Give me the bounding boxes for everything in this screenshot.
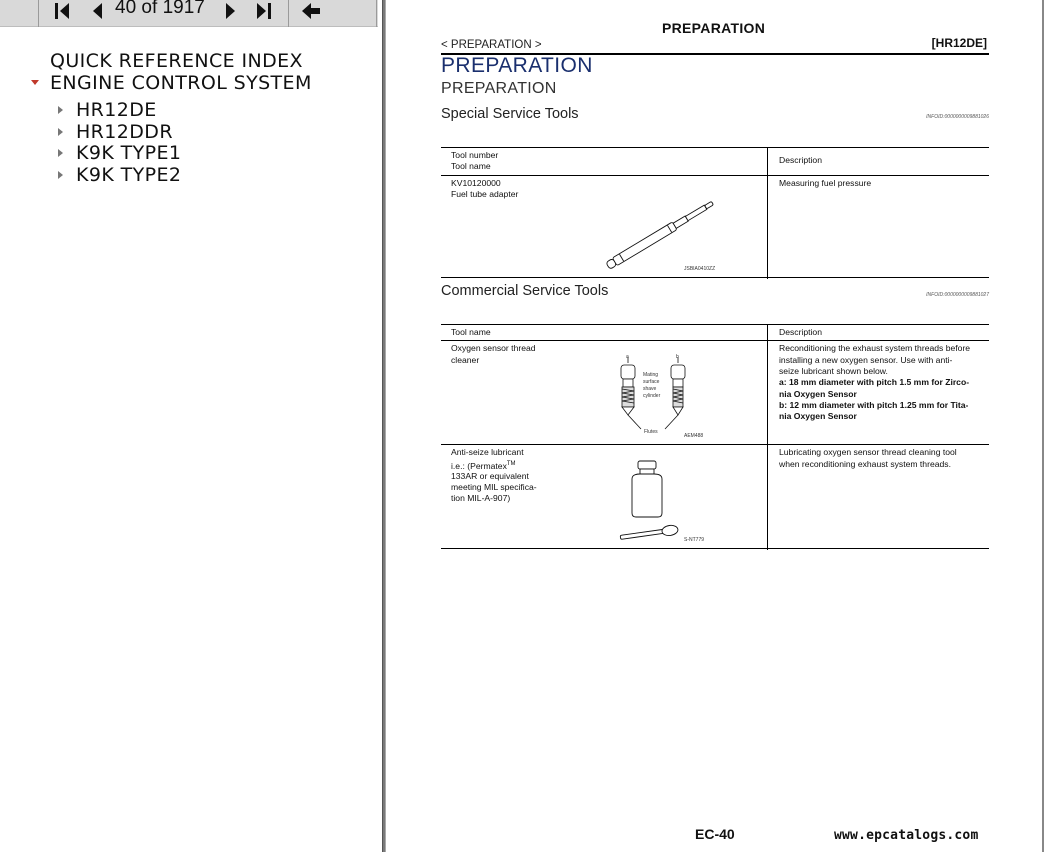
table-row-rule (441, 444, 989, 445)
collapsed-arrow-icon[interactable] (58, 128, 63, 136)
footer-page-number: EC-40 (695, 826, 735, 842)
toolbar-separator (38, 0, 39, 27)
toc-item-k9k-type1[interactable] (76, 142, 181, 164)
figure-code: AEM488 (684, 433, 704, 439)
toolbar-separator (288, 0, 289, 27)
engine-code: [HR12DE] (931, 36, 987, 50)
tool-name-line: cleaner (451, 355, 480, 365)
special-service-tools-title: Special Service Tools (441, 106, 579, 122)
tool-name-line: 133AR or equivalent (451, 471, 529, 481)
header-tool-number: Tool number (451, 150, 499, 160)
page-header-title: PREPARATION (662, 20, 766, 36)
breadcrumb: < PREPARATION > (441, 39, 542, 51)
navigation-pane (0, 0, 378, 852)
figure-label-cylinder: cylinder (643, 393, 661, 399)
figure-label-shave: shave (643, 386, 657, 392)
pane-splitter[interactable] (382, 0, 386, 852)
tool-name-line: Anti-seize lubricant (451, 447, 524, 457)
header-description: Description (779, 155, 822, 165)
tool-name-prefix: i.e.: (Permatex (451, 460, 507, 471)
fuel-tube-adapter-illustration (591, 193, 731, 275)
figure-label-a: a (626, 354, 629, 360)
tool-number: KV10120000 (451, 178, 501, 188)
header-description: Description (779, 327, 822, 337)
special-tools-table (441, 147, 989, 278)
toolbar-separator (376, 0, 377, 27)
infoid-label: INFOID:0000000009881026 (926, 114, 989, 120)
header-tool-name: Tool name (451, 327, 491, 337)
back-arrow-icon[interactable] (298, 0, 324, 22)
tool-description-line: nia Oxygen Sensor (779, 411, 857, 421)
toc-item-label: K9K TYPE1 (76, 142, 182, 164)
collapsed-arrow-icon[interactable] (58, 171, 63, 179)
header-tool-name: Tool name (451, 161, 491, 171)
toc-item-label: ENGINE CONTROL SYSTEM (50, 72, 312, 94)
trademark-superscript: TM (506, 461, 516, 467)
tool-description-line: installing a new oxygen sensor. Use with anti- (779, 355, 953, 365)
tool-description-line: a: 18 mm diameter with pitch 1.5 mm for Zirco- (779, 377, 970, 387)
figure-code: S-NT779 (684, 537, 705, 543)
page-current[interactable]: 40 (115, 0, 137, 18)
table-column-divider (767, 148, 768, 279)
tool-name-line: Oxygen sensor thread (451, 343, 536, 353)
next-page-icon[interactable] (222, 0, 240, 22)
figure-label-surface: surface (643, 379, 660, 385)
lubricant-bottle-illustration (616, 459, 716, 545)
toc-item-k9k-type2[interactable] (76, 164, 181, 186)
table-header-rule (441, 175, 989, 176)
prev-page-icon[interactable] (88, 0, 106, 22)
tool-description-line: when reconditioning exhaust system threads. (779, 459, 951, 469)
tool-name-line: meeting MIL specifica- (451, 482, 537, 492)
tool-description-line: Reconditioning the exhaust system threads before (779, 343, 971, 353)
toc-item-label: K9K TYPE2 (76, 164, 182, 186)
collapsed-arrow-icon[interactable] (58, 106, 63, 114)
page-indicator (115, 0, 205, 19)
tool-description-line: b: 12 mm diameter with pitch 1.25 mm for Tita- (779, 400, 969, 410)
table-header-rule (441, 340, 989, 341)
tool-description-line: seize lubricant shown below. (779, 366, 888, 376)
page-edge (1042, 0, 1044, 852)
figure-label-b: b (676, 354, 679, 360)
commercial-tools-table (441, 324, 989, 549)
toc-item-hr12ddr[interactable] (76, 121, 173, 143)
page-of-label: of (141, 0, 158, 18)
commercial-service-tools-title: Commercial Service Tools (441, 283, 609, 299)
infoid-label: INFOID:0000000009881027 (926, 292, 989, 298)
document-page (387, 0, 1042, 852)
toc-item-engine-control-system[interactable] (50, 72, 312, 94)
first-page-icon[interactable] (50, 0, 74, 22)
tool-name: Fuel tube adapter (451, 189, 519, 199)
last-page-icon[interactable] (252, 0, 276, 22)
toc-item-label: HR12DE (76, 99, 157, 121)
toc-item-hr12de[interactable] (76, 99, 157, 121)
page-toolbar (0, 0, 378, 27)
section-subtitle: PREPARATION (441, 80, 557, 97)
figure-label-flutes: Flutes (644, 429, 658, 435)
figure-code: JSBIA0410ZZ (684, 266, 716, 272)
figure-label-mating: Mating (643, 372, 659, 378)
toc-item-label: QUICK REFERENCE INDEX (50, 50, 303, 72)
tool-description-line: Lubricating oxygen sensor thread cleaning tool (779, 447, 957, 457)
collapsed-arrow-icon[interactable] (58, 149, 63, 157)
footer-watermark: www.epcatalogs.com (834, 828, 979, 843)
section-title: PREPARATION (441, 54, 593, 77)
tool-name-line: tion MIL-A-907) (451, 493, 511, 503)
page-total: 1917 (162, 0, 205, 18)
tool-description-line: nia Oxygen Sensor (779, 389, 857, 399)
expanded-arrow-icon[interactable] (31, 80, 39, 85)
table-column-divider (767, 325, 768, 550)
toc-item-label: HR12DDR (76, 121, 173, 143)
tool-description: Measuring fuel pressure (779, 178, 872, 188)
toc-item-quick-reference-index[interactable] (50, 50, 303, 72)
